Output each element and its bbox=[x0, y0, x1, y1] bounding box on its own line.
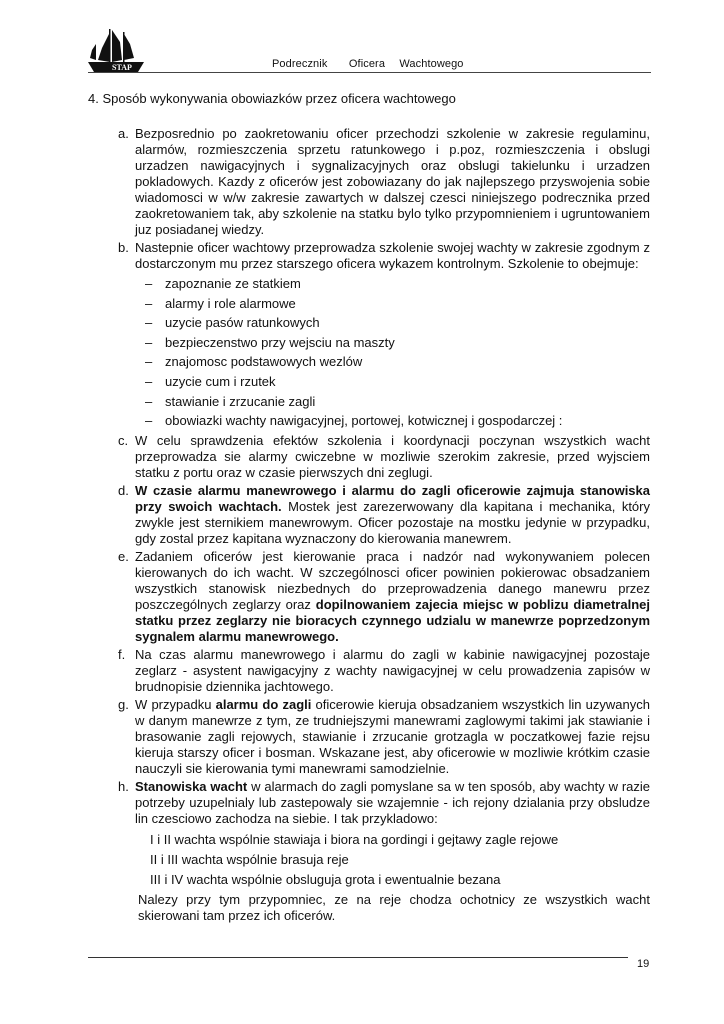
bullet-item: – stawianie i zrzucanie zagli bbox=[118, 392, 650, 412]
dash-icon: – bbox=[145, 413, 153, 429]
item-text: oficerowie kieruja obsadzaniem wszystkich lin uzywanych w danym manewrze z tym, ze trudniejszymi manewrami zaglowymi takimi jak stawianie i brasowanie zagli rejowych, stawianie i zrzucanie grotzagla w poczatkowej fazie rejsu kieruja starszy oficer i bosman. Wskazane jest, aby oficerowie w mozliwie krótkim czasie nauczyli sie kierowania tymi manewrami samodzielnie. bbox=[135, 696, 650, 776]
item-bold-text: W czasie alarmu manewrowego i alarmu do zagli oficerowie zajmuja stanowiska przy swoich wachtach. bbox=[135, 482, 650, 514]
list-item-d bbox=[118, 483, 650, 547]
list-item-g: g. W przypadku alarmu do zagli oficerowie kieruja obsadzaniem wszystkich lin uzywanych w danym manewrze z tym, ze trudniejszymi manewrami zaglowymi takimi jak stawianie i brasowanie zagli rejowych, stawianie i zrzucanie grotzagla w poczatkowej fazie rejsu kieruja starszy oficer i bosman. Wskazane jest, aby oficerowie w mozliwie krótkim czasie nauczyli sie kierowania tymi manewrami samodzielnie. bbox=[118, 696, 650, 776]
page-number: 19 bbox=[637, 958, 650, 970]
item-text: w alarmach do zagli pomyslane sa w ten sposób, aby wachty w razie potrzeby uzupelnialy lub zastepowaly sie wzajemnie - ich rejony dzialania przy obsludze lin czesciowo zachodza na siebie. I tak przykladowo: bbox=[135, 778, 650, 826]
item-letter: f. bbox=[118, 646, 126, 662]
list-item-e bbox=[118, 549, 650, 645]
item-bold-text: alarmu do zagli bbox=[215, 696, 312, 712]
header-divider bbox=[88, 72, 651, 73]
item-letter: b. bbox=[118, 240, 129, 255]
dash-icon: – bbox=[145, 393, 153, 409]
dash-icon: – bbox=[145, 315, 153, 331]
list-item-h bbox=[118, 779, 650, 827]
sailing-ship-icon bbox=[88, 28, 144, 74]
example-line: II i III wachta wspólnie brasuja reje bbox=[150, 851, 349, 867]
svg-text:STAP: STAP bbox=[112, 63, 132, 72]
section-title: 4. Sposób wykonywania obowiazków przez oficera wachtowego bbox=[88, 91, 456, 106]
list-item-f bbox=[118, 647, 650, 695]
item-text: W celu sprawdzenia efektów szkolenia i koordynacji poczynan wszystkich wacht przeprowadza sie alarmy cwiczebne w mozliwie szerokim zakresie, przed wyjsciem statku z portu oraz w czasie pierwszych dni zeglugi. bbox=[135, 432, 650, 480]
dash-icon: – bbox=[145, 334, 153, 350]
dash-icon: – bbox=[145, 373, 153, 389]
bullet-item: – bezpieczenstwo przy wejsciu na maszty bbox=[118, 333, 650, 353]
item-letter: g. bbox=[118, 696, 129, 712]
document-body bbox=[118, 126, 650, 924]
list-item-b bbox=[118, 240, 650, 272]
bullet-item: – uzycie pasów ratunkowych bbox=[118, 313, 650, 333]
header-title: Podrecznik Oficera Wachtowego bbox=[272, 58, 464, 70]
watch-examples bbox=[118, 830, 650, 890]
closing-paragraph: Nalezy przy tym przypomniec, ze na reje chodza ochotnicy ze wszystkich wacht skierowani tam przez ich oficerów. bbox=[138, 891, 650, 923]
item-text: Bezposrednio po zaokretowaniu oficer przechodzi szkolenie w zakresie regulaminu, alarmów, rozmieszczenia sprzetu ratunkowego i p.poz, rozmieszczenia i obslugi urzadzen nawigacyjnych i sygnalizacyjnych oraz obslugi takielunku i urzadzen pokladowych. Kazdy z oficerów jest zobowiazany do jak najlepszego przyswojenia sobie wiadomosci w w/w zakresie zawartych w dalszej czesci niniejszego podrecznika przed zaokretowaniem tak, aby szkolenie na statku bylo tylko przypomnieniem i ugruntowaniem juz posiadanej wiedzy. bbox=[135, 126, 650, 237]
bullet-item: – obowiazki wachty nawigacyjnej, portowej, kotwicznej i gospodarczej : bbox=[118, 411, 650, 431]
training-topics-list bbox=[118, 274, 650, 431]
bullet-item: – znajomosc podstawowych wezlów bbox=[118, 352, 650, 372]
item-letter: e. bbox=[118, 548, 129, 564]
item-letter: a. bbox=[118, 126, 129, 141]
item-text: Na czas alarmu manewrowego i alarmu do zagli w kabinie nawigacyjnej pozostaje zeglarz - asystent nawigacyjny z wachty nawigacyjnej w celu prowadzenia zapisów w brudnopisie dziennika jachtowego. bbox=[135, 646, 650, 694]
item-letter: d. bbox=[118, 482, 129, 498]
bullet-item: – uzycie cum i rzutek bbox=[118, 372, 650, 392]
item-bold-text: Stanowiska wacht bbox=[135, 778, 248, 794]
item-text: Zadaniem oficerów jest kierowanie praca i nadzór nad wykonywaniem polecen kierowanych do ich wacht. W szczególnosci oficer powinien pokierowac obsadzaniem wszystkich stanowisk niezbednych do przeprowadzenia danego manewru przez poszczególnych zeglarzy oraz bbox=[135, 548, 650, 612]
dash-icon: – bbox=[145, 295, 153, 311]
bullet-item: – zapoznanie ze statkiem bbox=[118, 274, 650, 294]
example-line: III i IV wachta wspólnie obsluguja grota i ewentualnie bezana bbox=[150, 871, 501, 887]
list-item-c bbox=[118, 433, 650, 481]
footer-divider bbox=[88, 957, 628, 958]
bullet-item: – alarmy i role alarmowe bbox=[118, 294, 650, 314]
dash-icon: – bbox=[145, 354, 153, 370]
item-text: Mostek jest zarezerwowany dla kapitana i mechanika, który zwykle jest sternikiem manewrowym. Oficer pozostaje na mostku jedynie w przypadku, gdy zostal przez kapitana wyznaczony do kierowania manewrem. bbox=[135, 498, 650, 546]
item-bold-text: dopilnowaniem zajecia miejsc w poblizu diametralnej statku przez zeglarzy nie bioracych czynnego udzialu w manewrze poprzedzonym sygnalem alarmu manewrowego. bbox=[135, 596, 650, 644]
item-text: Nastepnie oficer wachtowy przeprowadza szkolenie swojej wachty w zakresie zgodnym z dostarczonym mu przez starszego oficera wykazem kontrolnym. Szkolenie to obejmuje: bbox=[135, 240, 650, 271]
example-line: I i II wachta wspólnie stawiaja i biora na gordingi i gejtawy zagle rejowe bbox=[150, 831, 559, 847]
ship-logo bbox=[88, 28, 144, 74]
item-letter: h. bbox=[118, 778, 129, 794]
dash-icon: – bbox=[145, 276, 153, 291]
list-item-a bbox=[118, 126, 650, 238]
item-letter: c. bbox=[118, 432, 129, 448]
